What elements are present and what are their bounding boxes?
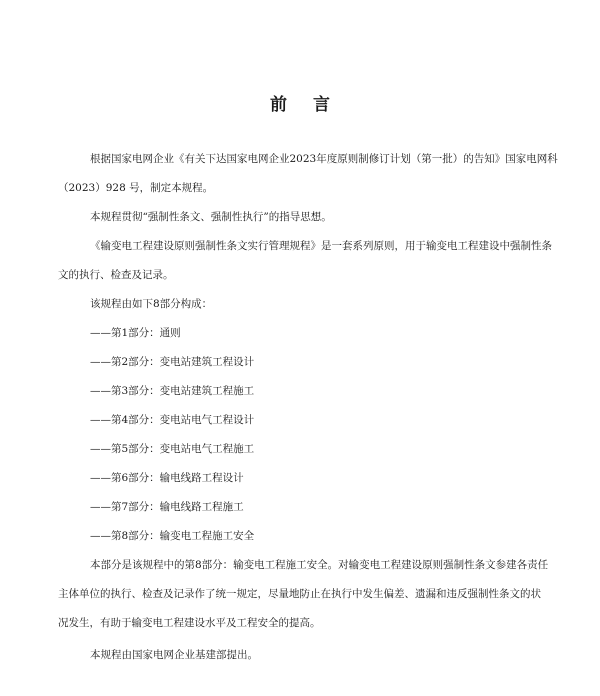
- title-char-1: 前: [270, 95, 287, 115]
- paragraph-3-line-1: 《输变电工程建设原则强制性条文实行管理规程》是一套系列原则，用于输变电工程建设中强制性条: [90, 240, 552, 252]
- paragraph-5-line-1: 本部分是该规程中的第8部分：输变电工程施工安全。对输变电工程建设原则强制性条文参建各责任: [90, 559, 549, 571]
- part-list-item: ——第7部分：输电线路工程施工: [90, 501, 244, 513]
- part-list-item: ——第8部分：输变电工程施工安全: [90, 530, 255, 542]
- paragraph-6: 本规程由国家电网企业基建部提出。: [90, 649, 258, 661]
- part-list-item: ——第6部分：输电线路工程设计: [90, 472, 244, 484]
- paragraph-5-line-3: 况发生，有助于输变电工程建设水平及工程安全的提高。: [58, 617, 321, 629]
- part-list-item: ——第2部分：变电站建筑工程设计: [90, 356, 255, 368]
- page-title: [0, 90, 600, 115]
- part-list-item: ——第1部分：通则: [90, 327, 181, 339]
- paragraph-3-line-2: 文的执行、检查及记录。: [58, 269, 174, 281]
- paragraph-1-line-1: 根据国家电网企业《有关下达国家电网企业2023年度原则制修订计划（第一批）的告知》国家电网科: [90, 153, 558, 165]
- part-list-item: ——第5部分：变电站电气工程施工: [90, 443, 255, 455]
- paragraph-2: 本规程贯彻“强制性条文、强制性执行”的指导思想。: [90, 211, 332, 223]
- paragraph-1-line-2: （2023）928 号，制定本规程。: [58, 182, 214, 194]
- paragraph-5-line-2: 主体单位的执行、检查及记录作了统一规定，尽量地防止在执行中发生偏差、遗漏和违反强制性条文的状: [58, 588, 541, 600]
- title-char-2: 言: [313, 95, 330, 115]
- part-list-item: ——第3部分：变电站建筑工程施工: [90, 385, 255, 397]
- paragraph-4: 该规程由如下8部分构成：: [90, 298, 213, 310]
- part-list-item: ——第4部分：变电站电气工程设计: [90, 414, 255, 426]
